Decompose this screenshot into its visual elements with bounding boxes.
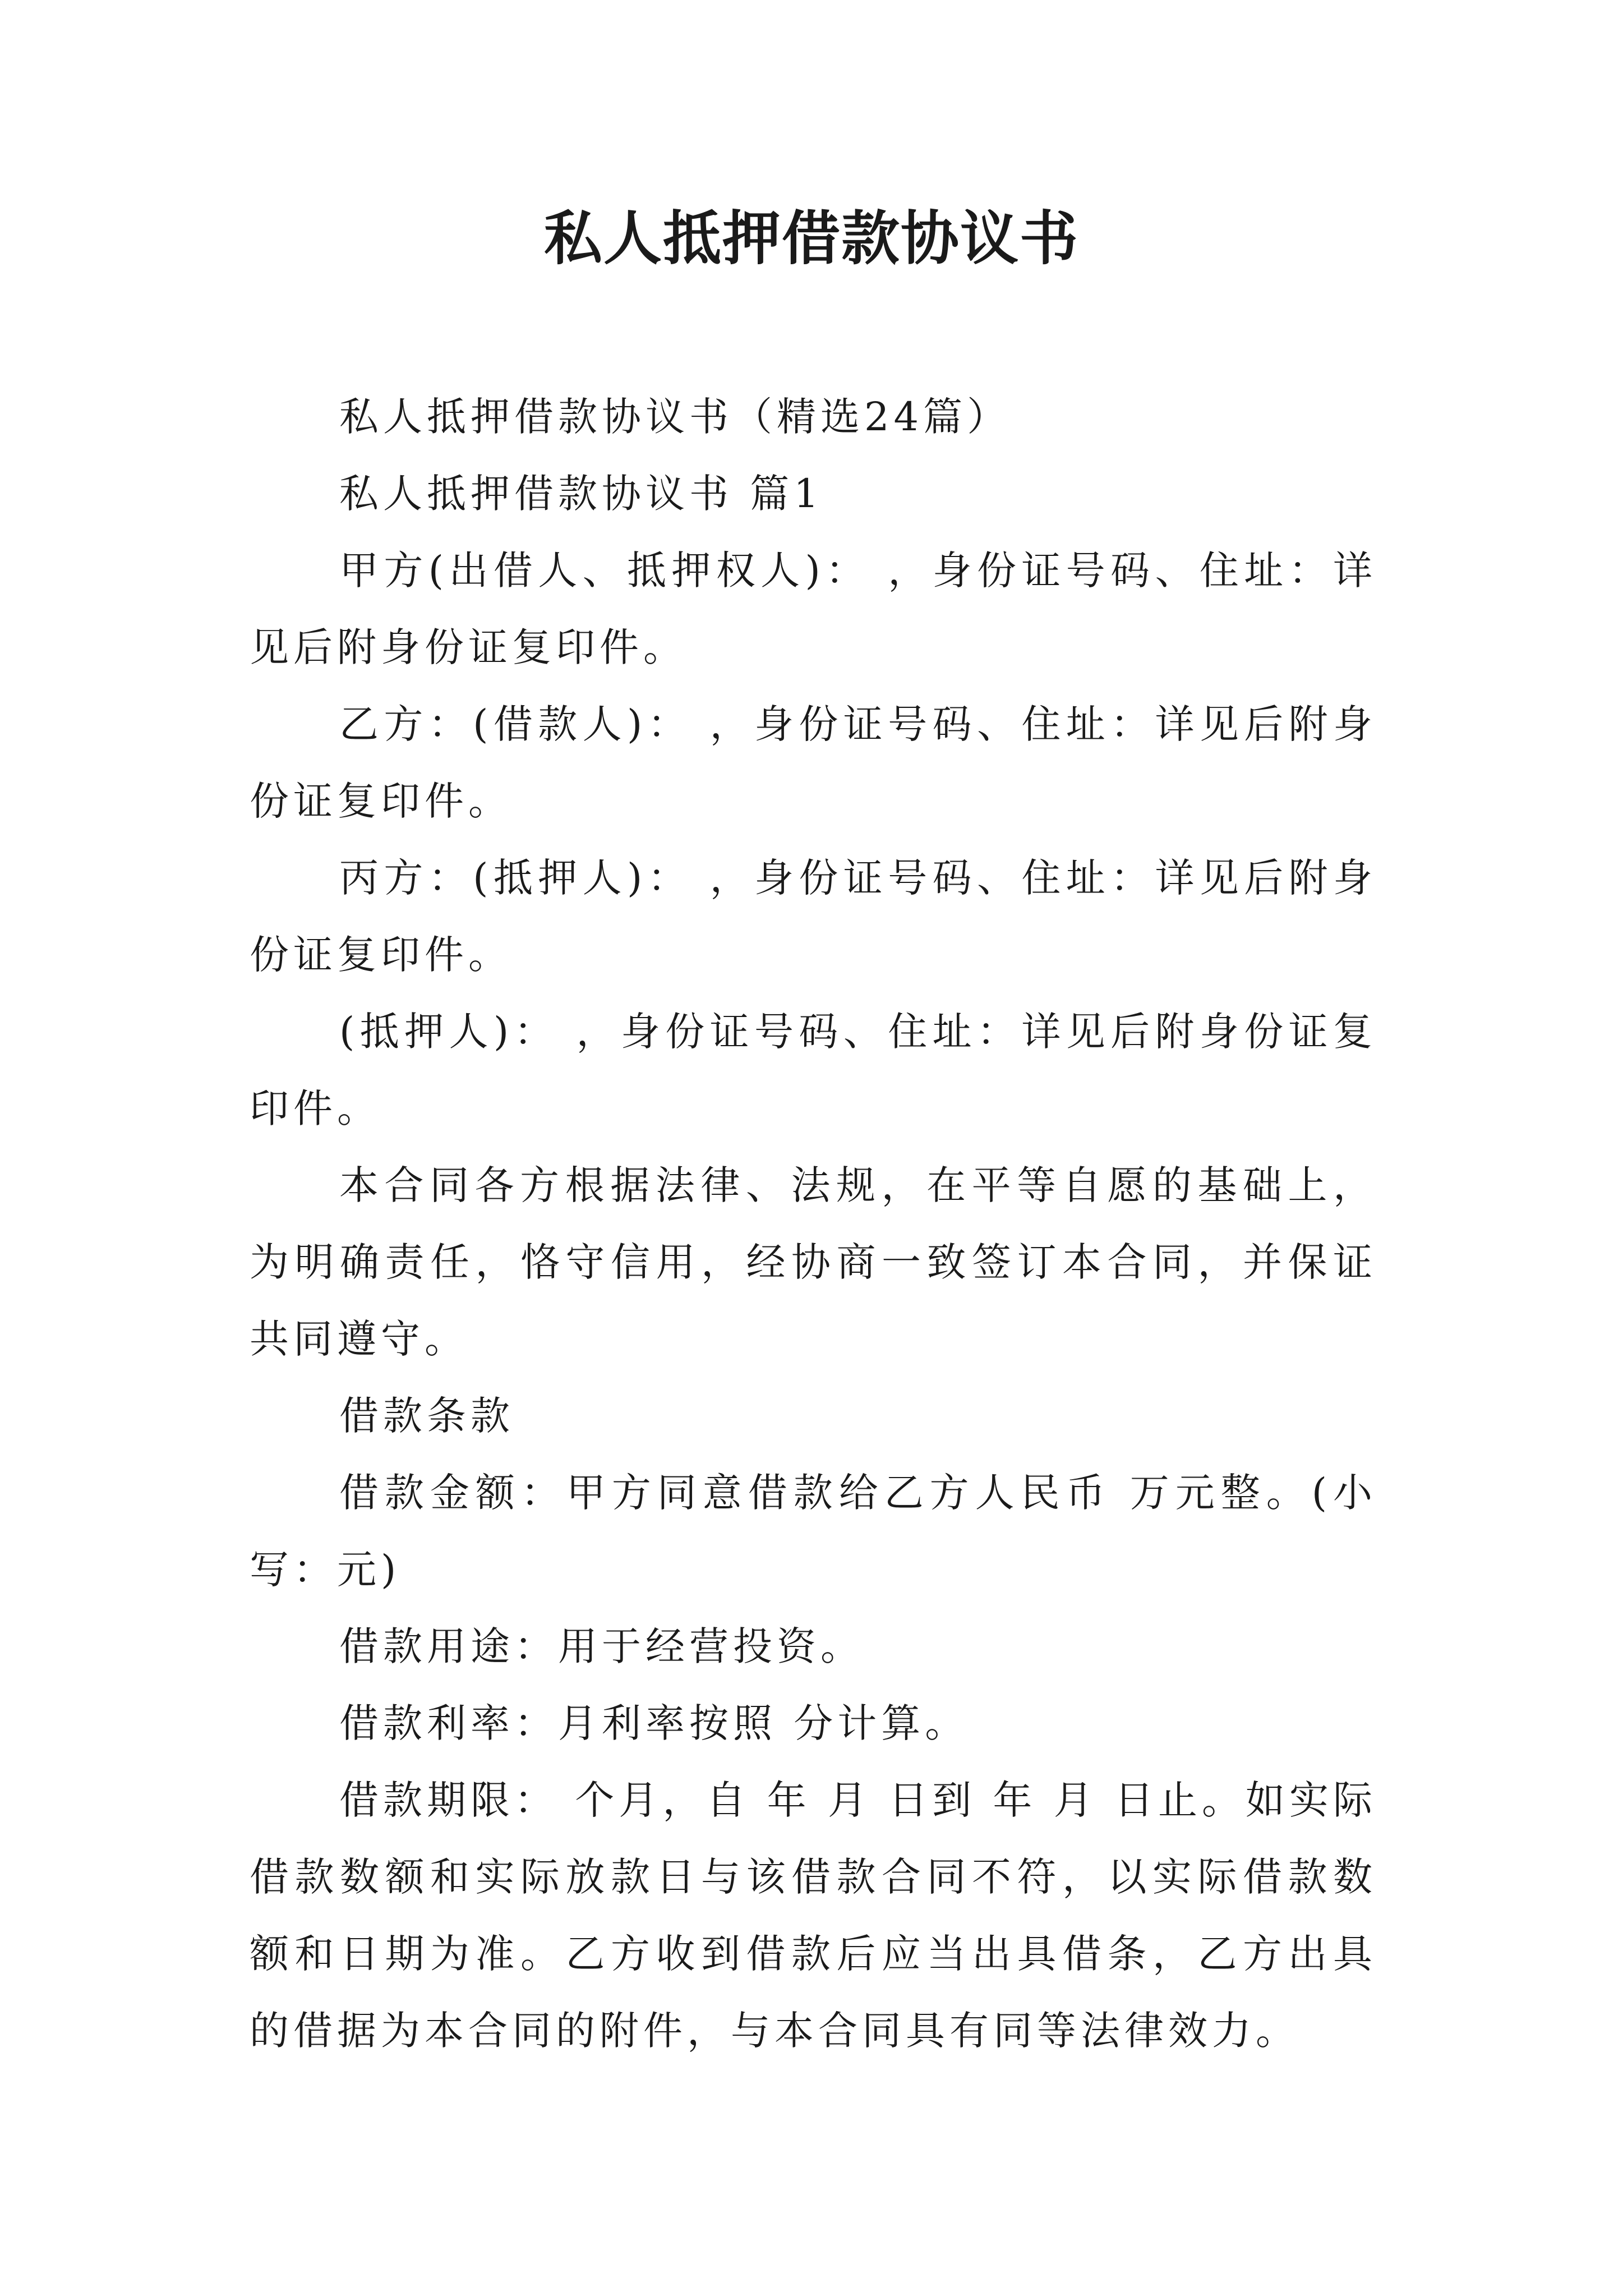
document-body	[250, 379, 1377, 2069]
paragraph-mortgagor: (抵押人)： ，身份证号码、住址：详见后附身份证复印件。	[250, 1009, 1377, 1131]
paragraph-section-heading: 私人抵押借款协议书 篇1	[339, 471, 823, 517]
paragraph-preamble: 本合同各方根据法律、法规，在平等自愿的基础上，为明确责任，恪守信用，经协商一致签订本合同，并保证共同遵守。	[250, 1162, 1377, 1362]
paragraph-loan-rate: 借款利率：月利率按照 分计算。	[339, 1700, 969, 1746]
paragraph-loan-purpose: 借款用途：用于经营投资。	[339, 1623, 864, 1669]
paragraph-party-c: 丙方：(抵押人)： ，身份证号码、住址：详见后附身份证复印件。	[250, 855, 1377, 978]
document-title: 私人抵押借款协议书	[543, 204, 1079, 273]
paragraph-loan-term: 借款期限： 个月，自 年 月 日到 年 月 日止。如实际借款数额和实际放款日与该借款合同不符，以实际借款数额和日期为准。乙方收到借款后应当出具借条，乙方出具的借据为本合同的附件，与本合同具有同等法律效力。	[250, 1777, 1377, 2054]
paragraph-subtitle: 私人抵押借款协议书（精选24篇）	[339, 394, 1011, 440]
paragraph-party-a: 甲方(出借人、抵押权人)： ，身份证号码、住址：详见后附身份证复印件。	[250, 547, 1377, 670]
paragraph-loan-amount: 借款金额：甲方同意借款给乙方人民币 万元整。(小写：元)	[250, 1470, 1377, 1593]
paragraph-loan-terms-heading: 借款条款	[339, 1393, 514, 1439]
paragraph-party-b: 乙方：(借款人)： ，身份证号码、住址：详见后附身份证复印件。	[250, 701, 1377, 824]
